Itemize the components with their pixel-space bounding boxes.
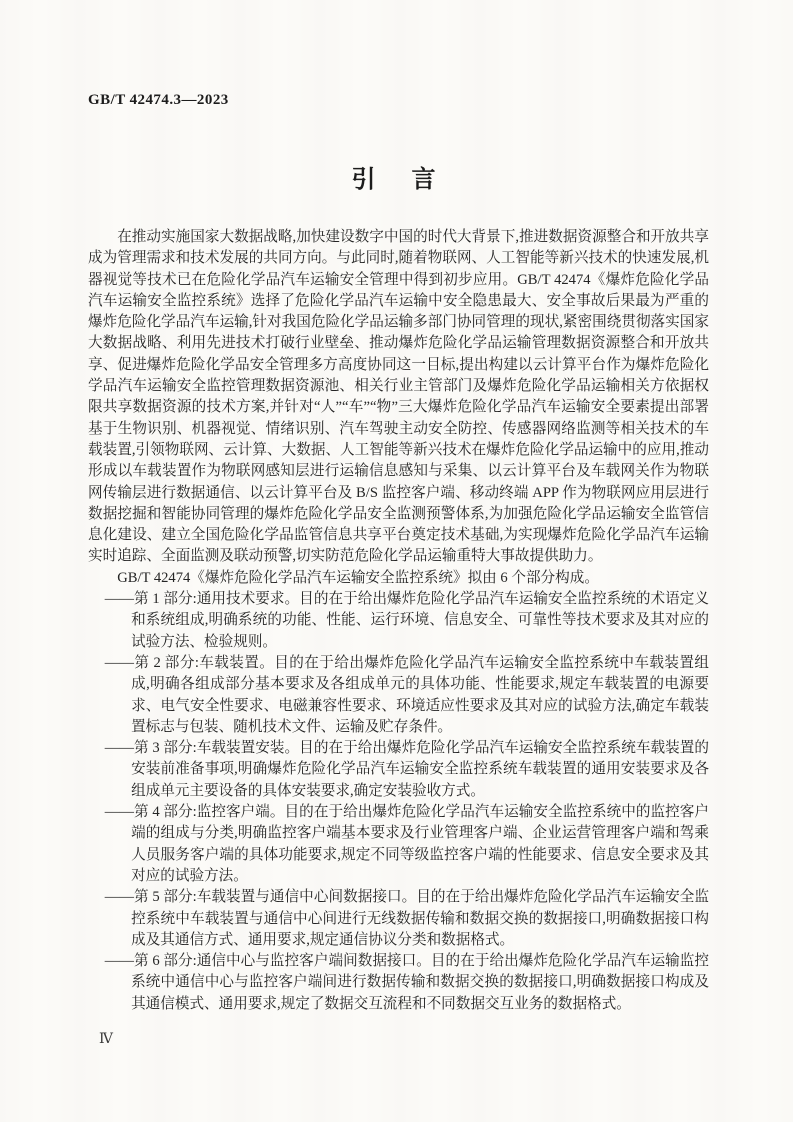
part-item-5: ——第 5 部分:车载装置与通信中心间数据接口。目的在于给出爆炸危险化学品汽车运输安全监控系统中车载装置与通信中心间进行无线数据传输和数据交换的数据接口,明确数据接口构成及其通信方式、通用要求,规定通信协议分类和数据格式。: [104, 889, 709, 948]
intro-paragraph: 在推动实施国家大数据战略,加快建设数字中国的时代大背景下,推进数据资源整合和开放共享成为管理需求和技术发展的共同方向。与此同时,随着物联网、人工智能等新兴技术的快速发展,机器视觉等技术已在危险化学品汽车运输安全管理中得到初步应用。GB/T 42474《爆炸危险化学品汽车运输安全监控系统》选择了危险化学品汽车运输中安全隐患最大、安全事故后果最为严重的爆炸危险化学品汽车运输,针对我国危险化学品运输多部门协同管理的现状,紧密围绕贯彻落实国家大数据战略、利用先进技术打破行业壁垒、推动爆炸危险化学品运输管理数据资源整合和开放共享、促进爆炸危险化学品安全管理多方高度协同这一目标,提出构建以云计算平台作为爆炸危险化学品汽车运输安全监控管理数据资源池、相关行业主管部门及爆炸危险化学品运输相关方依据权限共享数据资源的技术方案,并针对“人”“车”“物”三大爆炸危险化学品汽车运输安全要素提出部署基于生物识别、机器视觉、情绪识别、汽车驾驶主动安全防控、传感器网络监测等相关技术的车载装置,引领物联网、云计算、大数据、人工智能等新兴技术在爆炸危险化学品运输中的应用,推动形成以车载装置作为物联网感知层进行运输信息感知与采集、以云计算平台及车载网关作为物联网传输层进行数据通信、以云计算平台及 B/S 监控客户端、移动终端 APP 作为物联网应用层进行数据挖掘和智能协同管理的爆炸危险化学品安全监测预警体系,为加强危险化学品运输安全监管信息化建设、建立全国危险化学品监管信息共享平台奠定技术基础,为实现爆炸危险化学品汽车运输实时追踪、全面监测及联动预警,切实防范危险化学品运输重特大事故提供助力。: [88, 229, 709, 565]
standard-number: GB/T 42474.3—2023: [88, 92, 229, 108]
page-number: Ⅳ: [99, 1032, 113, 1047]
part-item-2: ——第 2 部分:车载装置。目的在于给出爆炸危险化学品汽车运输安全监控系统中车载装置组成,明确各组成部分基本要求及各组成单元的具体功能、性能要求,规定车载装置的电源要求、电气安全性要求、电磁兼容性要求、环境适应性要求及其对应的试验方法,确定车载装置标志与包装、随机技术文件、运输及贮存条件。: [104, 654, 709, 735]
page-title: 引 言: [351, 167, 442, 193]
parts-intro-paragraph: GB/T 42474《爆炸危险化学品汽车运输安全监控系统》拟由 6 个部分构成。: [117, 569, 599, 586]
part-item-4: ——第 4 部分:监控客户端。目的在于给出爆炸危险化学品汽车运输安全监控系统中的监控客户端的组成与分类,明确监控客户端基本要求及行业管理客户端、企业运营管理客户端和驾乘人员服务客户端的具体功能要求,规定不同等级监控客户端的性能要求、信息安全要求及其对应的试验方法。: [104, 804, 709, 884]
part-item-6: ——第 6 部分:通信中心与监控客户端间数据接口。目的在于给出爆炸危险化学品汽车运输监控系统中通信中心与监控客户端间进行数据传输和数据交换的数据接口,明确数据接口构成及其通信模式、通用要求,规定了数据交互流程和不同数据交互业务的数据格式。: [104, 953, 709, 1012]
part-item-3: ——第 3 部分:车载装置安装。目的在于给出爆炸危险化学品汽车运输安全监控系统车载装置的安装前准备事项,明确爆炸危险化学品汽车运输安全监控系统车载装置的通用安装要求及各组成单元主要设备的具体安装要求,确定安装验收方式。: [104, 740, 709, 799]
document-body: [88, 227, 709, 1015]
part-item-1: ——第 1 部分:通用技术要求。目的在于给出爆炸危险化学品汽车运输安全监控系统的术语定义和系统组成,明确系统的功能、性能、运行环境、信息安全、可靠性等技术要求及其对应的试验方法、检验规则。: [104, 591, 709, 650]
